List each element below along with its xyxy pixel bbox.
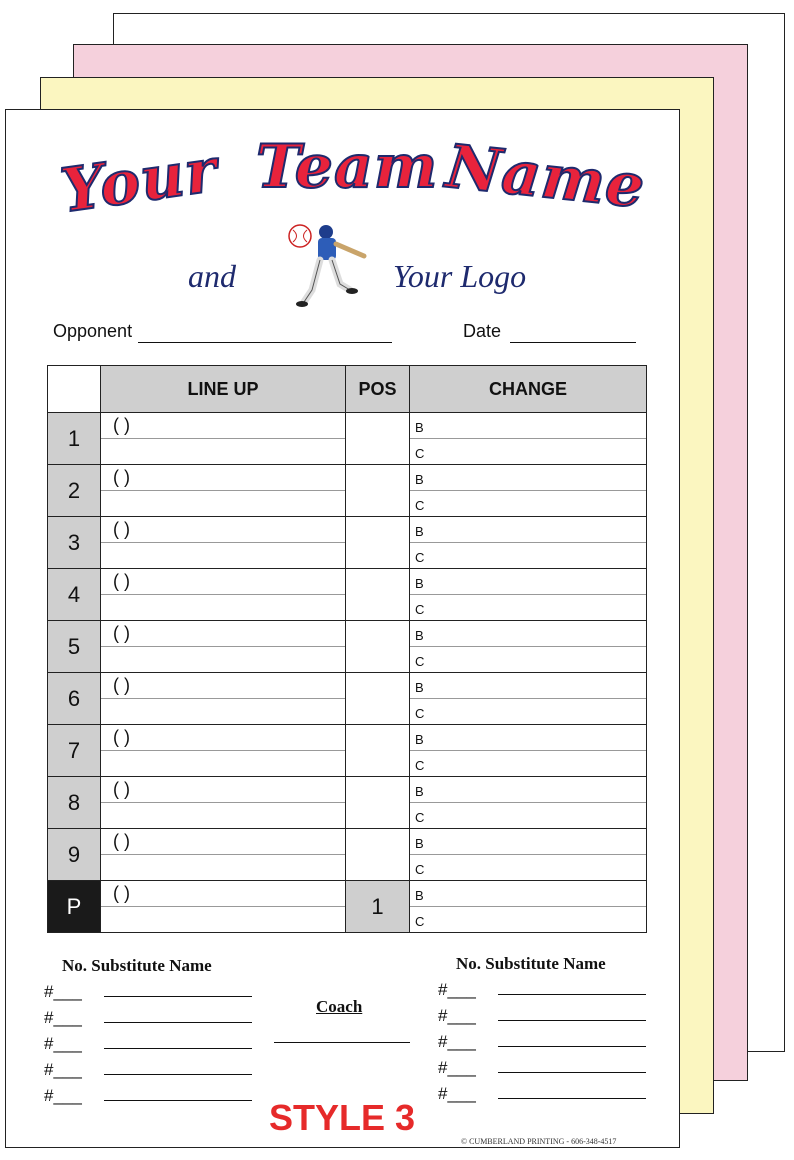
change-c-label: C (415, 550, 425, 565)
table-row (48, 725, 647, 777)
lineup-name-cell[interactable] (101, 673, 346, 725)
change-c-label: C (415, 810, 425, 825)
substitute-name-line[interactable] (498, 1084, 646, 1099)
column-header-lineup: LINE UP (101, 366, 346, 413)
change-cell[interactable] (410, 673, 647, 725)
row-divider (101, 698, 345, 699)
row-divider (410, 698, 646, 699)
row-divider (410, 854, 646, 855)
substitute-name-line[interactable] (498, 980, 646, 995)
row-divider (101, 750, 345, 751)
position-cell[interactable] (346, 621, 410, 673)
table-row (48, 829, 647, 881)
substitute-number: #___ (438, 1084, 476, 1103)
change-b-label: B (415, 836, 424, 851)
change-c-label: C (415, 498, 425, 513)
lineup-card (5, 109, 680, 1148)
date-line[interactable] (510, 342, 636, 343)
change-cell[interactable] (410, 725, 647, 777)
change-cell[interactable] (410, 517, 647, 569)
substitute-row[interactable] (44, 1008, 252, 1028)
substitute-name-line[interactable] (104, 1086, 252, 1101)
row-divider (410, 906, 646, 907)
and-text: and (188, 258, 236, 294)
jersey-number-parens: ( ) (113, 779, 130, 799)
jersey-number-parens: ( ) (113, 831, 130, 851)
change-c-label: C (415, 758, 425, 773)
change-cell[interactable] (410, 569, 647, 621)
substitute-row[interactable] (438, 1032, 646, 1052)
change-b-label: B (415, 472, 424, 487)
change-cell[interactable] (410, 465, 647, 517)
table-row (48, 777, 647, 829)
substitute-name-line[interactable] (104, 1008, 252, 1023)
batting-order-number: 5 (48, 621, 101, 673)
lineup-name-cell[interactable] (101, 517, 346, 569)
table-row (48, 569, 647, 621)
substitute-number: #___ (438, 1006, 476, 1025)
table-row (48, 517, 647, 569)
position-cell[interactable] (346, 725, 410, 777)
lineup-name-cell[interactable] (101, 777, 346, 829)
change-c-label: C (415, 602, 425, 617)
column-header-pos: POS (346, 366, 410, 413)
row-divider (410, 646, 646, 647)
substitute-name-line[interactable] (498, 1006, 646, 1021)
position-cell[interactable] (346, 465, 410, 517)
batting-order-number: 6 (48, 673, 101, 725)
row-divider (410, 542, 646, 543)
lineup-name-cell[interactable] (101, 725, 346, 777)
change-c-label: C (415, 654, 425, 669)
jersey-number-parens: ( ) (113, 883, 130, 903)
change-b-label: B (415, 628, 424, 643)
jersey-number-parens: ( ) (113, 727, 130, 747)
change-b-label: B (415, 680, 424, 695)
lineup-name-cell[interactable] (101, 829, 346, 881)
change-c-label: C (415, 446, 425, 461)
batting-order-number: P (48, 881, 101, 933)
batting-order-number: 4 (48, 569, 101, 621)
jersey-number-parens: ( ) (113, 571, 130, 591)
your-logo-text: Your Logo (393, 258, 527, 294)
position-cell[interactable] (346, 829, 410, 881)
substitute-number: #___ (44, 1086, 82, 1105)
jersey-number-parens: ( ) (113, 519, 130, 539)
team-word-your: Your (56, 135, 222, 227)
position-cell[interactable] (346, 673, 410, 725)
lineup-name-cell[interactable] (101, 621, 346, 673)
substitute-number: #___ (44, 1034, 82, 1053)
change-cell[interactable] (410, 881, 647, 933)
row-divider (101, 594, 345, 595)
table-row (48, 621, 647, 673)
substitute-name-line[interactable] (498, 1058, 646, 1073)
substitute-number: #___ (438, 1058, 476, 1077)
substitute-name-line[interactable] (104, 1034, 252, 1049)
team-word-name: Name (442, 131, 649, 223)
substitute-row[interactable] (44, 1034, 252, 1054)
lineup-name-cell[interactable] (101, 413, 346, 465)
change-b-label: B (415, 576, 424, 591)
batting-order-number: 8 (48, 777, 101, 829)
change-b-label: B (415, 420, 424, 435)
substitute-row[interactable] (438, 1058, 646, 1078)
copyright-text: © CUMBERLAND PRINTING - 606-348-4517 (461, 1137, 617, 1146)
substitute-number: #___ (438, 980, 476, 999)
substitute-row[interactable] (438, 1006, 646, 1026)
substitute-row[interactable] (44, 982, 252, 1002)
jersey-number-parens: ( ) (113, 623, 130, 643)
lineup-name-cell[interactable] (101, 465, 346, 517)
change-cell[interactable] (410, 829, 647, 881)
corner-cell (48, 366, 101, 413)
team-word-team: Team (256, 132, 439, 202)
change-b-label: B (415, 784, 424, 799)
jersey-number-parens: ( ) (113, 415, 130, 435)
substitute-number: #___ (44, 982, 82, 1001)
position-cell[interactable] (346, 777, 410, 829)
substitute-number: #___ (44, 1060, 82, 1079)
change-cell[interactable] (410, 777, 647, 829)
row-divider (410, 438, 646, 439)
row-divider (410, 750, 646, 751)
table-header-row (48, 366, 647, 413)
baseball-player-logo (284, 218, 374, 310)
date-label: Date (463, 321, 502, 341)
position-cell[interactable] (346, 517, 410, 569)
substitute-heading-left: No. Substitute Name (62, 956, 212, 975)
row-divider (101, 646, 345, 647)
change-c-label: C (415, 862, 425, 877)
table-row (48, 673, 647, 725)
substitute-name-line[interactable] (104, 1060, 252, 1075)
position-cell[interactable]: 1 (346, 881, 410, 933)
lineup-name-cell[interactable] (101, 569, 346, 621)
substitute-name-line[interactable] (104, 982, 252, 997)
table-row (48, 465, 647, 517)
change-b-label: B (415, 888, 424, 903)
substitute-number: #___ (438, 1032, 476, 1051)
row-divider (101, 906, 345, 907)
batting-order-number: 3 (48, 517, 101, 569)
row-divider (101, 490, 345, 491)
row-divider (410, 490, 646, 491)
substitute-heading-right: No. Substitute Name (456, 954, 606, 973)
substitute-row[interactable] (438, 980, 646, 1000)
opponent-label: Opponent (53, 321, 133, 341)
lineup-name-cell[interactable] (101, 881, 346, 933)
lineup-table (47, 365, 647, 933)
jersey-number-parens: ( ) (113, 675, 130, 695)
position-cell[interactable] (346, 413, 410, 465)
batting-order-number: 9 (48, 829, 101, 881)
coach-label: Coach (316, 997, 363, 1016)
style-label: STYLE 3 (269, 1097, 416, 1138)
substitute-row[interactable] (44, 1086, 252, 1106)
row-divider (101, 438, 345, 439)
row-divider (101, 854, 345, 855)
change-c-label: C (415, 706, 425, 721)
change-b-label: B (415, 732, 424, 747)
row-divider (410, 802, 646, 803)
opponent-line[interactable] (138, 342, 392, 343)
row-divider (101, 802, 345, 803)
jersey-number-parens: ( ) (113, 467, 130, 487)
change-cell[interactable] (410, 621, 647, 673)
batting-order-number: 1 (48, 413, 101, 465)
change-cell[interactable] (410, 413, 647, 465)
row-divider (410, 594, 646, 595)
change-c-label: C (415, 914, 425, 929)
coach-line[interactable] (274, 1042, 410, 1043)
substitute-row[interactable] (44, 1060, 252, 1080)
table-row (48, 413, 647, 465)
batting-order-number: 2 (48, 465, 101, 517)
batting-order-number: 7 (48, 725, 101, 777)
substitute-row[interactable] (438, 1084, 646, 1104)
substitute-name-line[interactable] (498, 1032, 646, 1047)
position-cell[interactable] (346, 569, 410, 621)
row-divider (101, 542, 345, 543)
change-b-label: B (415, 524, 424, 539)
substitute-number: #___ (44, 1008, 82, 1027)
table-row (48, 881, 647, 933)
column-header-change: CHANGE (410, 366, 647, 413)
baseball-icon (289, 225, 311, 247)
